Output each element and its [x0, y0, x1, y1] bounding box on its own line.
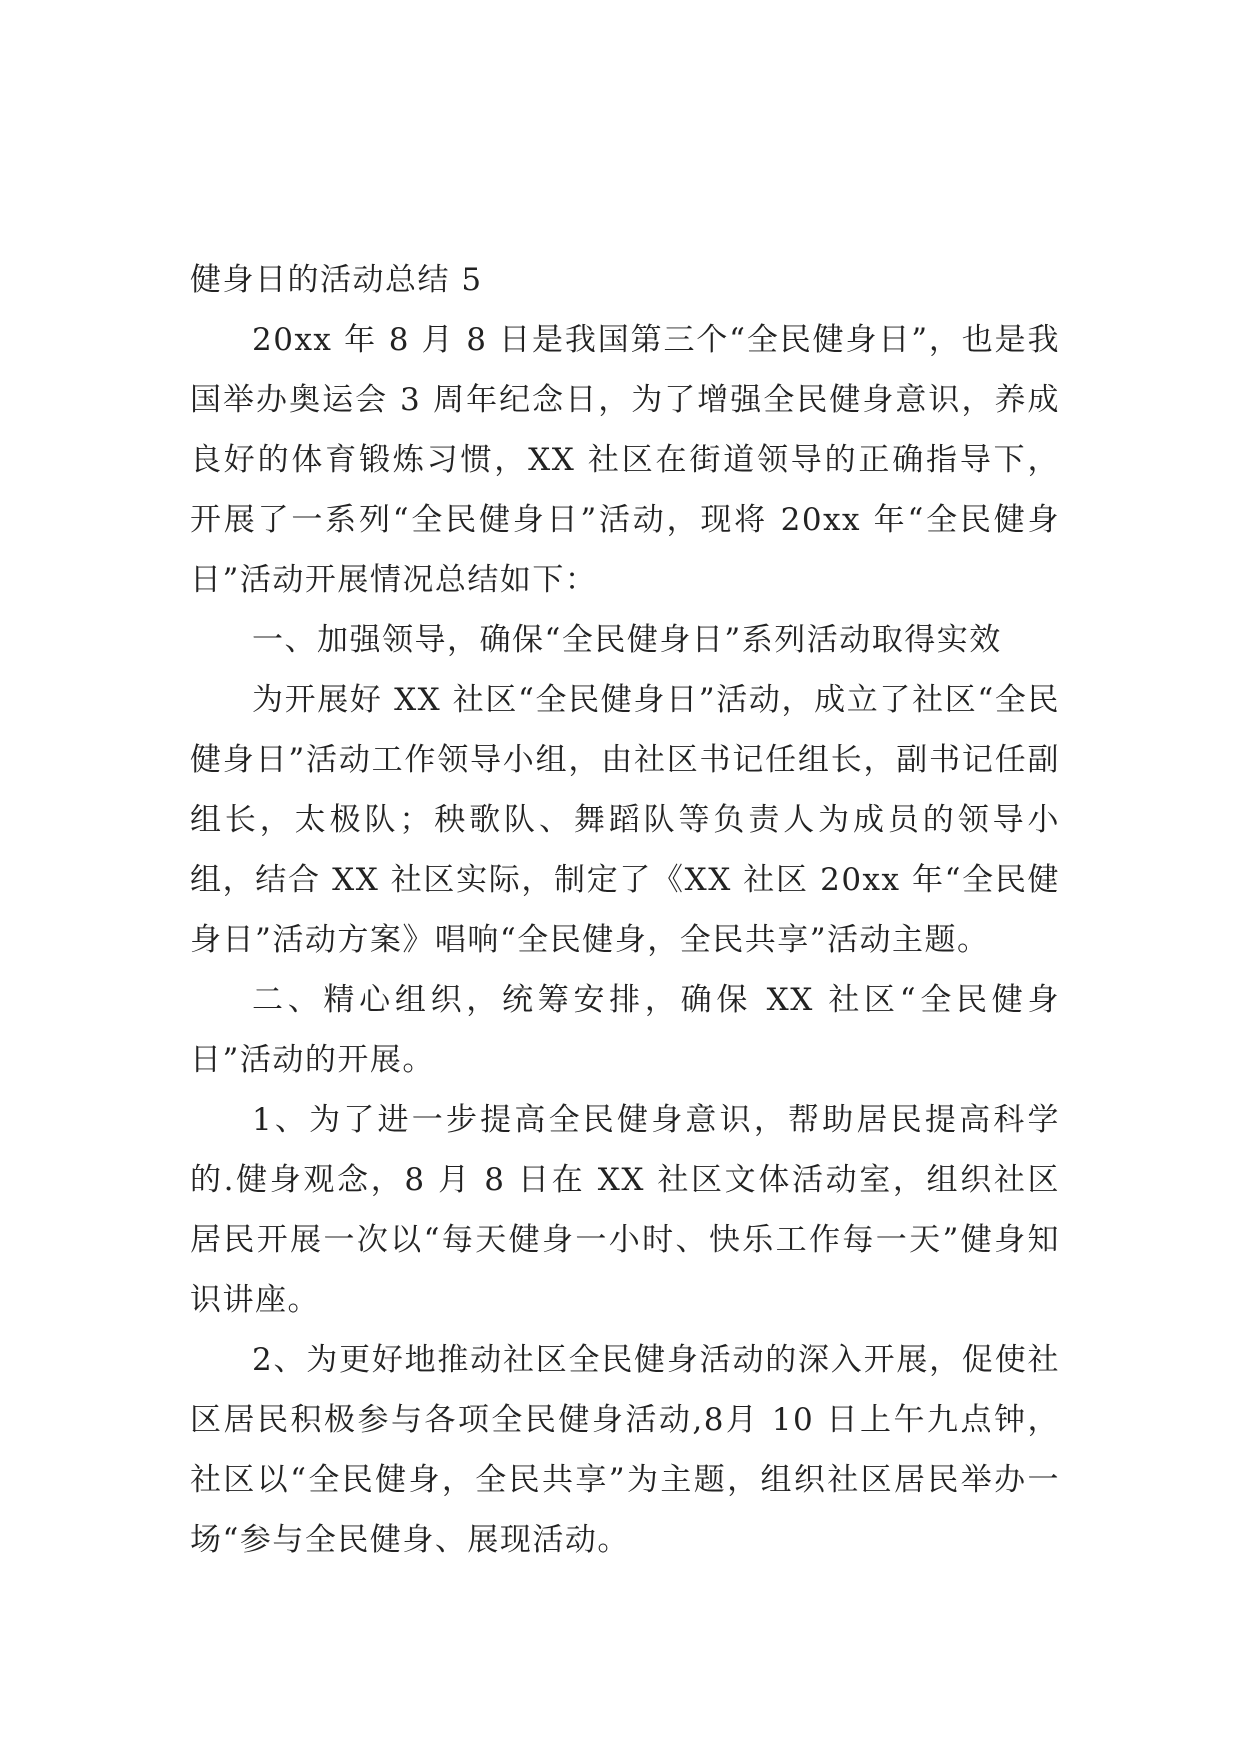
- leadership-paragraph: 为开展好 XX 社区“全民健身日”活动，成立了社区“全民健身日”活动工作领导小组，由社区书记任组长，副书记任副组长，太极队；秧歌队、舞蹈队等负责人为成员的领导小组，结合 XX 社区实际，制定了《XX 社区 20xx 年“全民健身日”活动方案》唱响“全民健身，全民共享”活动主题。: [190, 682, 1060, 958]
- lecture-paragraph: 1、为了进一步提高全民健身意识，帮助居民提高科学的.健身观念，8 月 8 日在 XX 社区文体活动室，组织社区居民开展一次以“每天健身一小时、快乐工作每一天”健身知识讲座。: [190, 1102, 1060, 1318]
- section-heading-leadership: 一、加强领导，确保“全民健身日”系列活动取得实效: [252, 622, 1002, 658]
- event-paragraph: 2、为更好地推动社区全民健身活动的深入开展，促使社区居民积极参与各项全民健身活动,8月 10 日上午九点钟，社区以“全民健身，全民共享”为主题，组织社区居民举办一场“参与全民健身、展现活动。: [190, 1342, 1060, 1558]
- document-body: [190, 250, 1060, 1570]
- section-heading-organization: 二、精心组织，统筹安排，确保 XX 社区“全民健身日”活动的开展。: [190, 982, 1060, 1078]
- document-title: 健身日的活动总结 5: [190, 262, 483, 298]
- intro-paragraph: 20xx 年 8 月 8 日是我国第三个“全民健身日”，也是我国举办奥运会 3 周年纪念日，为了增强全民健身意识，养成良好的体育锻炼习惯，XX 社区在街道领导的正确指导下，开展了一系列“全民健身日”活动，现将 20xx 年“全民健身日”活动开展情况总结如下：: [190, 322, 1060, 598]
